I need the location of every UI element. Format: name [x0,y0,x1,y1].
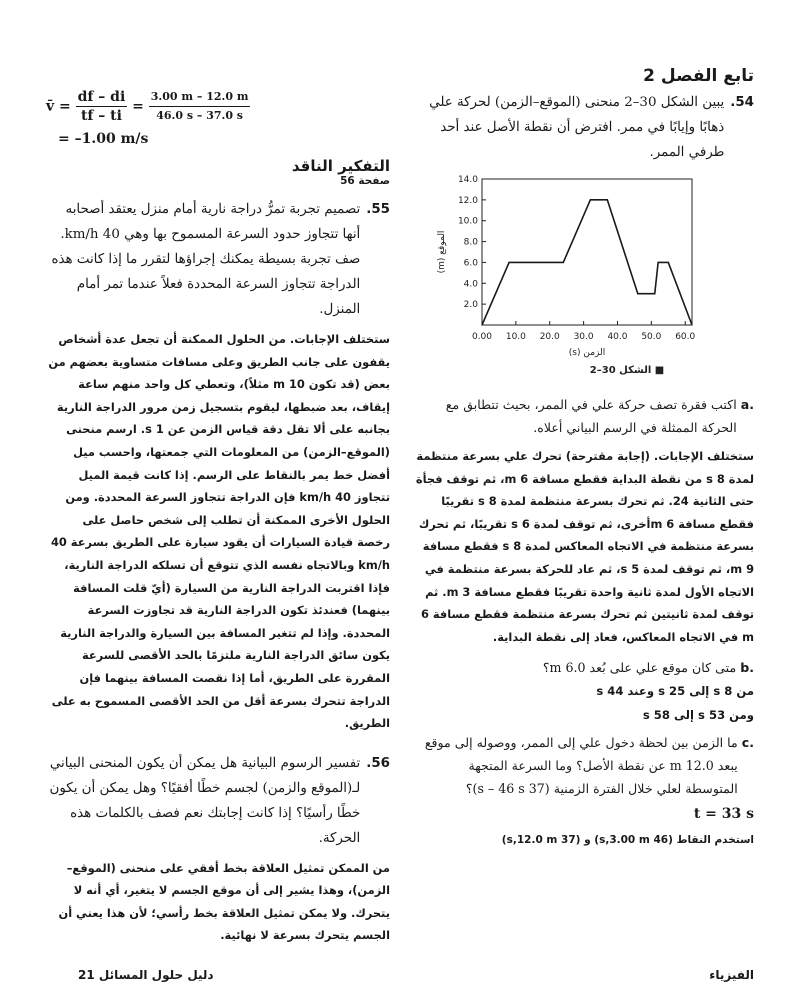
part-text: اكتب فقرة تصف حركة علي في الممر، بحيث تتطابق مع الحركة الممثلة في الرسم البياني أعلاه. [445,397,737,435]
answer-56: من الممكن تمثيل العلاقة بخط أفقي على منحنى (الموقع–الزمن)، وهذا يشير إلى أن موقع الجسم لا يتغير، أي أنه لا يتحرك. ولا يمكن تمثيل العلاقة بخط رأسي؛ لأن هذا يعني أن الجسم يتحرك بسرعة لا نهائية. [58,860,390,943]
answer-54b-line1: من 8 s إلى 25 s وعند 44 s [596,684,754,699]
y-tick-label: 8.0 [463,237,478,248]
equation-result: = –1.00 m/s [58,131,149,147]
data-point [563,262,564,263]
data-point [590,199,591,200]
velocity-equation [46,88,390,125]
figure-caption: ■ الشكل 30–2 [589,365,665,376]
question-text: تفسير الرسوم البيانية هل يمكن أن يكون المنحنى البياني لـ(الموقع والزمن) لجسم خطًا أفقيًا؟ وهل يمكن أن يكون خطًا رأسيًا؟ إذا كانت إجابتك نعم فصف بالكلمات هذه الحركة. [49,755,361,846]
right-column [412,66,754,852]
question-54 [412,90,754,165]
y-tick-label: 12.0 [457,195,478,206]
y-axis-label: الموقع (m) [437,230,447,274]
question-54b [412,656,754,679]
question-55 [46,197,390,322]
equation-fraction-numeric [149,88,251,125]
x-tick-label: 20.0 [539,332,560,342]
fraction-numerator: df – di [77,89,126,105]
data-point [654,293,655,294]
x-tick-label: 50.0 [641,332,662,342]
question-number: 56. [366,755,390,771]
equals-sign: = [132,98,144,115]
fraction-denominator: 46.0 s – 37.0 s [156,109,244,122]
part-label: c. [741,735,754,751]
data-point [481,324,482,325]
x-tick-label: 0.00 [471,332,493,342]
y-tick-label: 14.0 [457,175,478,185]
fraction-numerator: 3.00 m – 12.0 m [149,88,251,107]
data-point [691,324,692,325]
part-text: متى كان موقع علي على بُعد 6.0 m؟ [542,660,737,676]
equation-lhs: v̄ = [46,98,71,115]
question-number: 55. [366,202,390,217]
footer-page-label: دليل حلول المسائل 21 [78,968,214,982]
data-point [637,293,638,294]
y-tick-label: 6.0 [463,258,478,269]
y-tick-label: 2.0 [463,300,478,311]
page-reference: صفحة 56 [340,175,390,187]
footer-subject: الفيزياء [709,968,754,982]
part-label: b. [740,660,754,676]
y-tick-label: 10.0 [457,216,478,227]
equation-fraction-symbolic [76,88,128,125]
data-point [508,262,509,263]
plot-frame [482,179,692,325]
x-tick-label: 60.0 [675,332,696,342]
answer-54c: t = 33 s [693,806,754,823]
section-heading: التفكير الناقد [291,157,390,175]
data-point [658,262,659,263]
question-number: 54. [730,95,754,110]
part-label: a. [740,397,754,412]
chapter-header: تابع الفصل 2 [643,66,754,86]
answer-54b-line2: ومن 53 s إلى 58 s [642,708,754,723]
series-line [482,200,692,325]
chart-marks [481,199,692,325]
x-axis-label: الزمن (s) [568,348,606,358]
question-54c [412,731,754,800]
question-text: يبين الشكل 30–2 منحنى (الموقع–الزمن) لحركة علي ذهابًا وإيابًا في ممر. افترض أن نقطة الأصل عند أحد طرفي الممر. [429,95,725,160]
points-used: استخدم النقاط (46 s,3.00 m) و (37 s,12.0 m) [501,834,754,847]
left-column [46,88,390,955]
answer-55: ستختلف الإجابات. من الحلول الممكنة أن تجعل عدة أشخاص يقفون على جانب الطريق وعلى مسافات متساوية بعضهم من بعض (قد تكون 10 m مثلاً)، وتعطي كل واحد منهم ساعة إيقاف، بعد ضبطها، ليقوم بتسجيل زمن مرور الدراجة النارية بجانبه على ألا تقل دقة قياس الزمن عن 1 s. ارسم منحنى (الموقع–الزمن) من المعلومات التي جمعتها، واحسب ميل أفضل خط يمر بالنقاط على الرسم. إذا كانت قيمة الميل تتجاوز 40 km/h فإن الدراجة تتجاوز السرعة المحددة. ومن الحلول الأخرى الممكنة أن تطلب إلى شخص حاصل على رخصة قيادة السيارات أن يقود سيارة على الطريق بسرعة 40 km/h وبالاتجاه نفسه الذي تتوقع أن تسلكه الدراجة النارية، فإذا اقتربت الدراجة النارية من السيارة (أيّ قلت المسافة بينهما) فعندئذ تكون الدراجة النارية قد تجاوزت السرعة المحددة. وإذا لم تتغير المسافة بين السيارة والدراجة النارية يكون سائق الدراجة النارية ملتزمًا بالحد الأقصى للسرعة المقررة على الطريق، أما إذا نقصت المسافة بينهما فإن الدراجة تتحرك بسرعة أقل من الحد الأقصى المسموح به على الطريق. [48,332,390,731]
answer-54a: ستختلف الإجابات. (إجابة مقترحة) تحرك علي بسرعة منتظمة لمدة 8 s من نقطة البداية فقطع مسافة 6 m، ثم توقف فجأة حتى الثانية 24. ثم تحرك بسرعة منتظمة لمدة 8 s تقريبًا فقطع مسافة 6 mأخرى، ثم توقف لمدة 6 s تقريبًا، ثم تحرك بسرعة منتظمة في الاتجاه المعاكس لمدة 8 s فقطع مسافة 9 m، ثم توقف لمدة 5 s، ثم عاد للحركة بسرعة منتظمة في الاتجاه الأول لمدة ثانية واحدة تقريبًا فقطع مسافة 3 m. ثم توقف لمدة ثانيتين ثم تحرك بسرعة منتظمة فقطع مسافة 6 m في الاتجاه المعاكس، فعاد إلى نقطة البداية. [415,449,754,644]
question-text: تصميم تجربة تمرُّ دراجة نارية أمام منزل يعتقد أصحابه أنها تتجاوز حدود السرعة المسموح بها وهي 40 km/h. صف تجربة بسيطة يمكنك إجراؤها لتقرر ما إذا كانت هذه الدراجة تتجاوز السرعة المحددة فعلاً عندما تمر أمام المنزل. [51,202,361,317]
x-tick-label: 30.0 [573,332,594,342]
fraction-denominator: tf – ti [80,108,122,124]
y-tick-label: 4.0 [463,279,478,290]
part-text: ما الزمن بين لحظة دخول علي إلى الممر، ووصوله إلى موقع يبعد 12.0 m عن نقطة الأصل؟ وما السرعة المتجهة المتوسطة لعلي خلال الفترة الزمنية (37 s – 46 s)؟ [424,735,738,797]
x-tick-label: 40.0 [607,332,628,342]
data-point [607,199,608,200]
chart-svg [412,171,754,383]
x-tick-label: 10.0 [505,332,526,342]
data-point [668,262,669,263]
position-time-chart [412,171,754,383]
question-56 [46,751,390,851]
question-54a [412,393,754,439]
